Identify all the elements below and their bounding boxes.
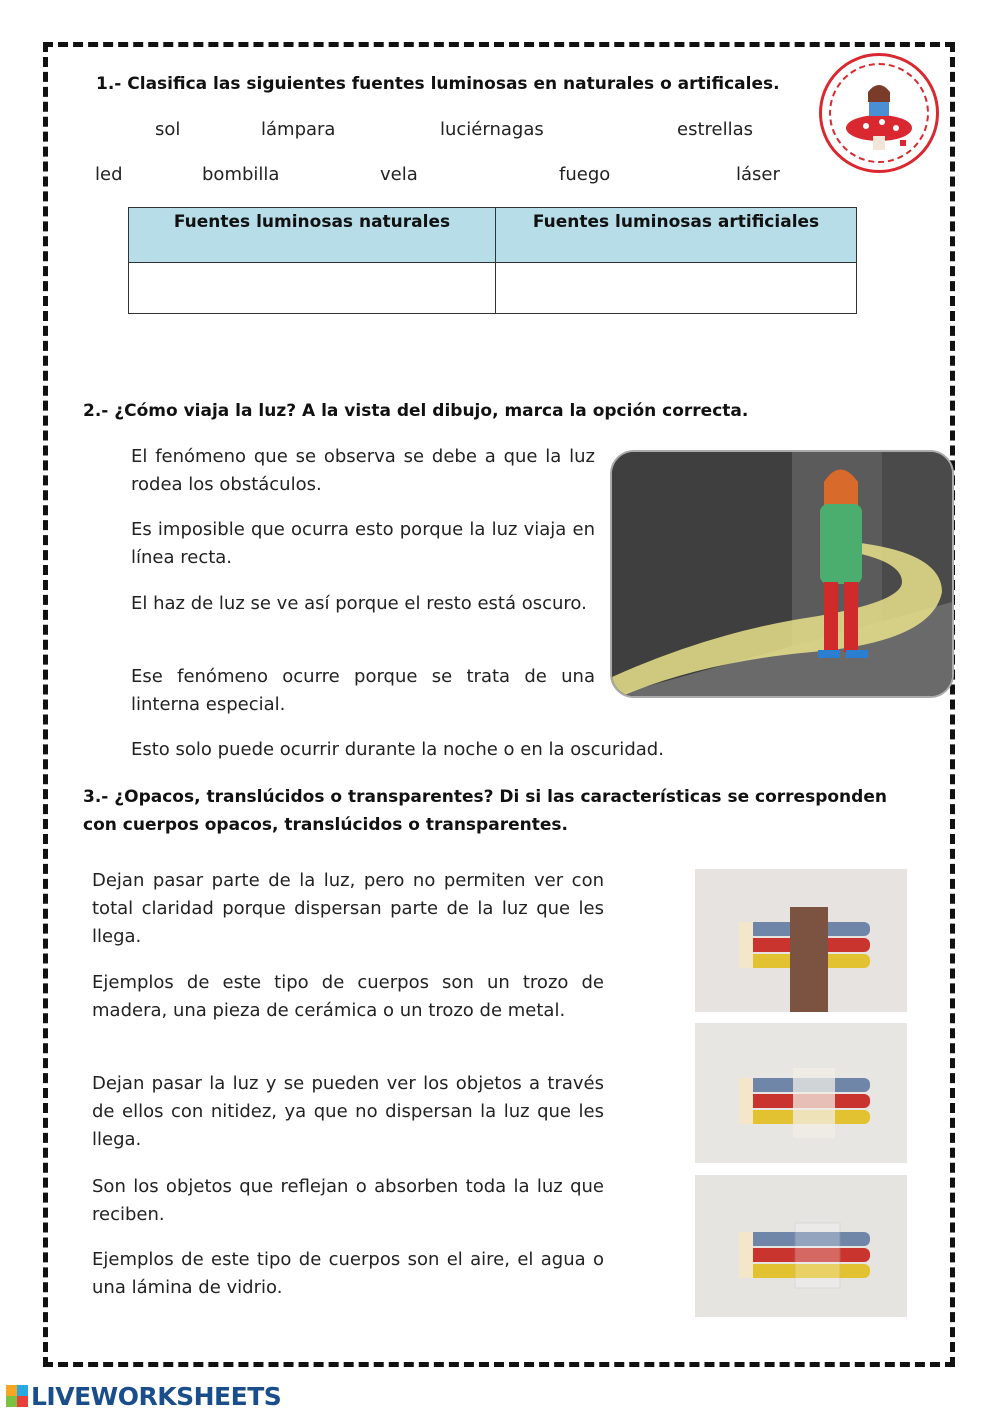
q2-option-5[interactable]: Esto solo puede ocurrir durante la noche o en la oscuridad. bbox=[131, 739, 664, 760]
answer-cell-artificial[interactable] bbox=[496, 263, 857, 314]
q2-option-4[interactable]: Ese fenómeno ocurre porque se trata de una linterna especial. bbox=[131, 666, 595, 715]
word-bombilla: bombilla bbox=[202, 164, 280, 185]
translucent-paper-photo bbox=[695, 1023, 907, 1163]
question-2-title: 2.- ¿Cómo viaja la luz? A la vista del dibujo, marca la opción correcta. bbox=[83, 401, 749, 421]
q3-statement-4[interactable]: Son los objetos que reflejan o absorben toda la luz que reciben. bbox=[92, 1176, 604, 1225]
question-3-title-line-1: 3.- ¿Opacos, translúcidos o transparentes? Di si las características se corresponden bbox=[83, 787, 887, 807]
header-natural: Fuentes luminosas naturales bbox=[129, 208, 496, 263]
opaque-wood-photo bbox=[695, 869, 907, 1012]
flashlight-illustration bbox=[610, 450, 954, 698]
word-luciernagas: luciérnagas bbox=[440, 119, 544, 140]
header-artificial: Fuentes luminosas artificiales bbox=[496, 208, 857, 263]
word-fuego: fuego bbox=[559, 164, 611, 185]
q3-statement-5[interactable]: Ejemplos de este tipo de cuerpos son el aire, el agua o una lámina de vidrio. bbox=[92, 1249, 604, 1298]
word-sol: sol bbox=[155, 119, 181, 140]
word-led: led bbox=[95, 164, 123, 185]
answer-cell-natural[interactable] bbox=[129, 263, 496, 314]
q2-option-1[interactable]: El fenómeno que se observa se debe a que la luz rodea los obstáculos. bbox=[131, 446, 595, 495]
word-vela: vela bbox=[380, 164, 418, 185]
q2-option-2[interactable]: Es imposible que ocurra esto porque la luz viaja en línea recta. bbox=[131, 519, 595, 568]
q3-statement-2[interactable]: Ejemplos de este tipo de cuerpos son un trozo de madera, una pieza de cerámica o un trozo de metal. bbox=[92, 972, 604, 1021]
question-1-title: 1.- Clasifica las siguientes fuentes luminosas en naturales o artificales. bbox=[96, 74, 780, 94]
word-laser: láser bbox=[736, 164, 780, 185]
q2-option-3[interactable]: El haz de luz se ve así porque el resto está oscuro. bbox=[131, 593, 587, 614]
word-estrellas: estrellas bbox=[677, 119, 753, 140]
q3-statement-3[interactable]: Dejan pasar la luz y se pueden ver los objetos a través de ellos con nitidez, ya que no dispersan la luz que les llega. bbox=[92, 1073, 604, 1150]
transparent-glass-photo bbox=[695, 1175, 907, 1317]
classification-table bbox=[128, 207, 857, 314]
teacher-logo bbox=[819, 53, 939, 173]
liveworksheets-footer bbox=[6, 1381, 281, 1411]
word-lampara: lámpara bbox=[261, 119, 336, 140]
liveworksheets-brand: LIVEWORKSHEETS bbox=[31, 1381, 282, 1411]
q3-statement-1[interactable]: Dejan pasar parte de la luz, pero no permiten ver con total claridad porque dispersan parte de la luz que les llega. bbox=[92, 870, 604, 947]
question-3-title-line-2: con cuerpos opacos, translúcidos o transparentes. bbox=[83, 815, 568, 835]
liveworksheets-logo-icon bbox=[6, 1385, 28, 1407]
